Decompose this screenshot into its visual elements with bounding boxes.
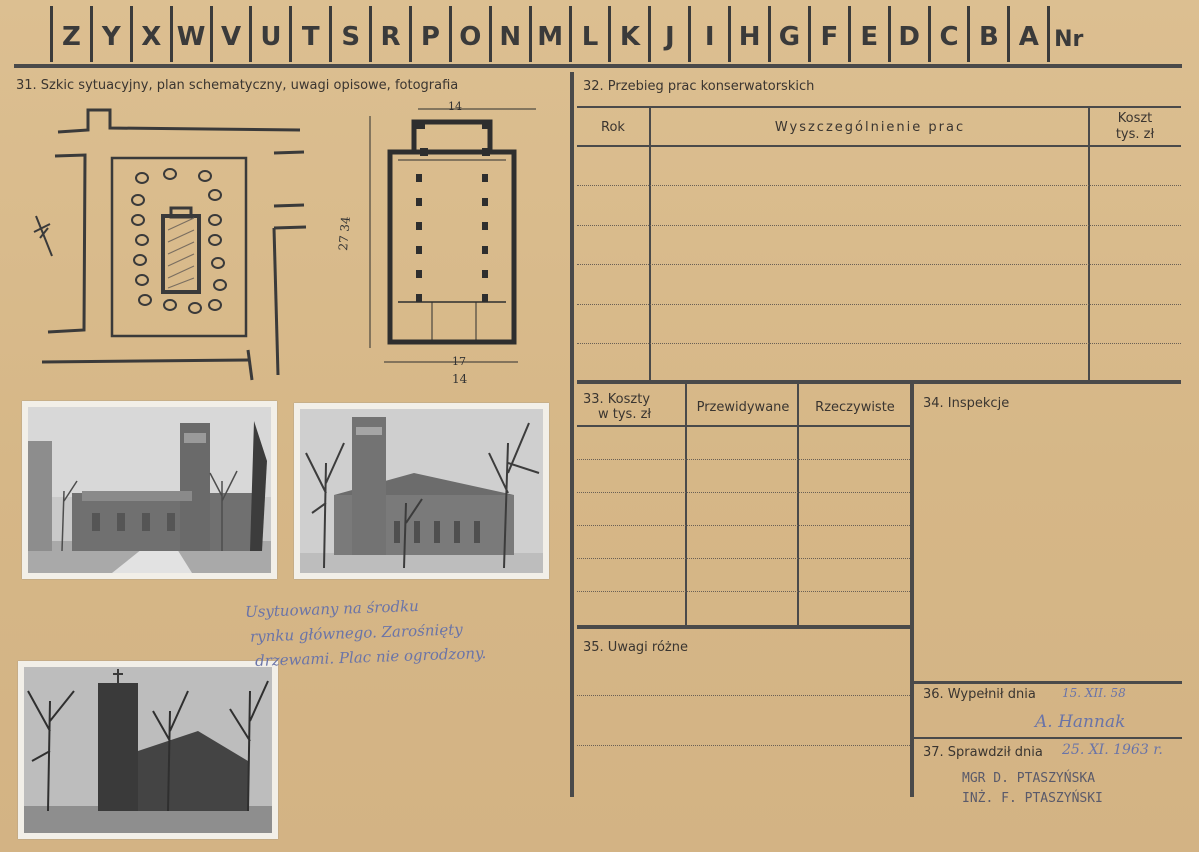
col-rzeczywiste: Rzeczywiste [815, 400, 895, 415]
letter-cell-c: C [931, 6, 971, 62]
sec32-row-line [577, 343, 1181, 344]
plan-dimension-top: 14 [448, 100, 462, 113]
letter-cell-t: T [292, 6, 332, 62]
letter-cell-m: M [532, 6, 572, 62]
sec33-row-line [577, 558, 910, 559]
header-rule [14, 64, 1182, 68]
sec36-date: 15. XII. 58 [1062, 686, 1126, 700]
note-line-2: rynku głównego. Zarośnięty [249, 620, 463, 646]
section-33-label-b: w tys. zł [598, 407, 652, 422]
site-sketch [30, 100, 320, 390]
sec35-row-line [577, 745, 910, 746]
section-32-label: 32. Przebieg prac konserwatorskich [583, 79, 815, 94]
letter-cell-r: R [372, 6, 412, 62]
col-wyszczegolnienie: Wyszczególnienie prac [774, 120, 966, 135]
sec32-row-line [577, 225, 1181, 226]
letter-cell-l: L [572, 6, 612, 62]
col-koszt-a: Koszt [1117, 111, 1153, 126]
sec37-stamp-line-1: MGR D. PTASZYŃSKA [962, 771, 1096, 786]
section-31-label: 31. Szkic sytuacyjny, plan schematyczny, uwagi opisowe, fotografia [16, 78, 459, 93]
sec35-row-line [577, 695, 910, 696]
sec37-stamp-line-2: INŻ. F. PTASZYŃSKI [962, 791, 1103, 806]
letter-cell-e: E [851, 6, 891, 62]
sec33-row-line [577, 459, 910, 460]
note-line-1: Usytuowany na środku [244, 596, 420, 622]
sec32-col-rule-2 [1088, 108, 1090, 382]
sec33-bottom-rule [577, 625, 910, 629]
letter-cell-o: O [452, 6, 492, 62]
letter-cell-v: V [213, 6, 253, 62]
sec32-top-rule [577, 106, 1181, 108]
section-33-label-a: 33. Koszty [583, 392, 651, 407]
letter-cell-y: Y [93, 6, 133, 62]
letter-index-bar [50, 6, 1087, 62]
letter-cell-x: X [133, 6, 173, 62]
sec32-bottom-rule [577, 380, 1181, 384]
letter-cell-a: A [1010, 6, 1050, 62]
letter-cell-k: K [611, 6, 651, 62]
letter-cell-h: H [731, 6, 771, 62]
main-divider [570, 72, 574, 797]
photo-church-trees [294, 403, 549, 579]
sec33-row-line [577, 525, 910, 526]
sec36-top-rule [914, 681, 1182, 684]
letter-cell-p: P [412, 6, 452, 62]
sec37-top-rule [914, 737, 1182, 739]
sec32-row-line [577, 185, 1181, 186]
note-line-3: drzewami. Plac nie ogrodzony. [254, 643, 487, 671]
sec33-row-line [577, 591, 910, 592]
sec32-col-rule-1 [649, 108, 651, 382]
sec37-date: 25. XI. 1963 r. [1062, 742, 1163, 758]
sec36-signature: A. Hannak [1035, 712, 1126, 732]
letter-cell-i: I [691, 6, 731, 62]
plan-dimension-bottom-a: 17 [452, 355, 466, 368]
plan-dimension-bottom-b: 14 [452, 372, 468, 386]
sec33-row-line [577, 492, 910, 493]
col-przewidywane: Przewidywane [696, 400, 790, 415]
sec33-header-rule [577, 425, 910, 427]
letter-cell-u: U [252, 6, 292, 62]
sec32-row-line [577, 304, 1181, 305]
section-37-label: 37. Sprawdził dnia [923, 745, 1043, 760]
sec33-col-rule-2 [797, 384, 799, 626]
letter-cell-w: W [173, 6, 213, 62]
sec32-header-rule [577, 145, 1181, 147]
section-36-label: 36. Wypełnił dnia [923, 687, 1036, 702]
sec33-col-rule-1 [685, 384, 687, 626]
col-koszt-b: tys. zł [1115, 127, 1155, 142]
letter-cell-d: D [891, 6, 931, 62]
col-rok: Rok [601, 120, 625, 135]
letter-cell-s: S [332, 6, 372, 62]
letter-cell-g: G [771, 6, 811, 62]
letter-cell-b: B [970, 6, 1010, 62]
sec32-row-line [577, 264, 1181, 265]
section-35-label: 35. Uwagi różne [583, 640, 688, 655]
letter-cell-f: F [811, 6, 851, 62]
letter-cell-z: Z [53, 6, 93, 62]
letter-cell-n: N [492, 6, 532, 62]
section-34-label: 34. Inspekcje [923, 396, 1010, 411]
letter-cell-nr: Nr [1054, 27, 1084, 52]
church-plan-sketch [358, 100, 538, 390]
sec33-sec34-divider [910, 384, 914, 797]
letter-cell-j: J [651, 6, 691, 62]
photo-church-silhouette [18, 661, 278, 839]
photo-church-street-view [22, 401, 277, 579]
plan-dimension-side: 27 34 [336, 215, 353, 252]
